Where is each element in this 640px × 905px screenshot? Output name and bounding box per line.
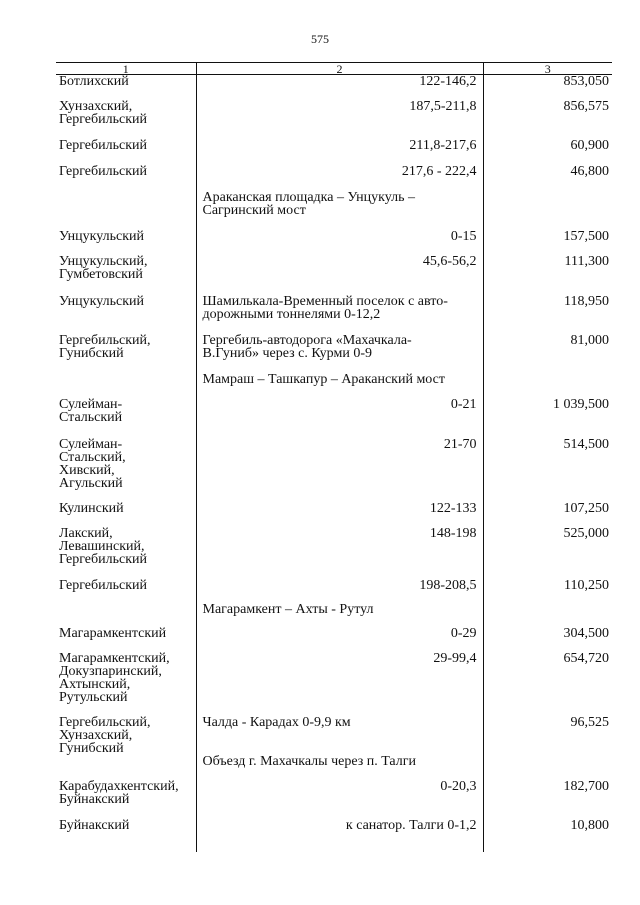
district-cell xyxy=(56,438,196,502)
district-cell-line: Хивский, xyxy=(59,462,115,478)
district-cell xyxy=(56,579,196,603)
road-cell xyxy=(196,652,483,716)
value-cell-line: 60,900 xyxy=(570,137,609,153)
table-row xyxy=(56,652,612,716)
table-row xyxy=(56,191,612,230)
value-cell-line: 853,050 xyxy=(563,74,609,89)
value-cell-line: 118,950 xyxy=(564,293,609,309)
road-cell xyxy=(196,579,483,603)
road-cell-line: к санатор. Талги 0-1,2 xyxy=(345,817,477,833)
value-cell xyxy=(483,627,612,652)
district-cell-line: Хунзахский, xyxy=(59,98,133,114)
district-cell-line: Стальский, xyxy=(59,449,126,465)
district-cell-line: Гергебильский xyxy=(59,551,147,567)
table-row xyxy=(56,527,612,579)
value-cell xyxy=(483,652,612,716)
district-cell-line: Гергебильский xyxy=(59,111,147,127)
district-cell-line: Магарамкентский, xyxy=(59,650,170,666)
road-cell-line: 0-29 xyxy=(450,625,477,641)
road-cell-line: Магарамкент – Ахты - Рутул xyxy=(202,601,374,617)
road-cell-line: 0-20,3 xyxy=(440,778,477,794)
road-cell xyxy=(196,438,483,502)
road-cell xyxy=(196,398,483,438)
road-cell xyxy=(196,716,483,755)
value-cell-line: 81,000 xyxy=(570,332,609,348)
table-row xyxy=(56,438,612,502)
district-cell xyxy=(56,334,196,373)
table-row xyxy=(56,755,612,780)
road-cell-line: 0-15 xyxy=(450,228,477,244)
table-row xyxy=(56,603,612,627)
table-row xyxy=(56,255,612,295)
district-cell-line: Лакский, xyxy=(59,525,113,541)
value-cell xyxy=(483,603,612,627)
value-cell-line: 525,000 xyxy=(563,525,609,541)
road-cell xyxy=(196,165,483,191)
district-cell xyxy=(56,295,196,334)
column-header-1: 1 xyxy=(56,63,196,75)
road-cell-line: 122-133 xyxy=(429,500,477,516)
road-cell xyxy=(196,755,483,780)
district-cell-line: Сулейман- xyxy=(59,396,123,412)
road-cell xyxy=(196,75,483,100)
value-cell xyxy=(483,75,612,100)
value-cell xyxy=(483,527,612,579)
value-cell xyxy=(483,139,612,165)
value-cell xyxy=(483,716,612,755)
value-cell xyxy=(483,165,612,191)
road-cell xyxy=(196,255,483,295)
value-cell-line: 304,500 xyxy=(563,625,609,641)
district-cell xyxy=(56,755,196,780)
table-row xyxy=(56,230,612,255)
road-table xyxy=(56,62,612,852)
table-row xyxy=(56,502,612,527)
value-cell-line: 1 039,500 xyxy=(553,396,609,412)
table-row xyxy=(56,579,612,603)
table-row xyxy=(56,627,612,652)
district-cell xyxy=(56,165,196,191)
table-row xyxy=(56,373,612,398)
value-cell xyxy=(483,295,612,334)
district-cell-line: Гумбетовский xyxy=(59,266,143,282)
road-cell-line: Гергебиль-автодорога «Махачкала- xyxy=(202,332,412,348)
table-row xyxy=(56,780,612,819)
value-cell-line: 856,575 xyxy=(563,98,609,114)
district-cell-line: Гергебильский, xyxy=(59,714,151,730)
district-cell xyxy=(56,527,196,579)
header-row xyxy=(56,63,612,75)
district-cell xyxy=(56,627,196,652)
district-cell-line: Ботлихский xyxy=(59,74,129,89)
value-cell xyxy=(483,579,612,603)
road-cell xyxy=(196,780,483,819)
value-cell xyxy=(483,398,612,438)
column-header-2: 2 xyxy=(196,63,483,75)
value-cell-line: 157,500 xyxy=(563,228,609,244)
road-cell-line: 187,5-211,8 xyxy=(409,98,477,114)
road-cell xyxy=(196,230,483,255)
district-cell xyxy=(56,716,196,755)
district-cell-line: Докузпаринский, xyxy=(59,663,162,679)
district-cell-line: Магарамкентский xyxy=(59,625,167,641)
road-cell-line: Шамилькала-Временный поселок с авто- xyxy=(202,293,448,309)
district-cell-line: Сулейман- xyxy=(59,436,123,452)
page-number: 575 xyxy=(311,32,329,46)
district-cell-line: Хунзахский, xyxy=(59,727,133,743)
table-row xyxy=(56,75,612,100)
district-cell-line: Рутульский xyxy=(59,689,128,705)
district-cell xyxy=(56,603,196,627)
district-cell xyxy=(56,502,196,527)
road-cell-line: Объезд г. Махачкалы через п. Талги xyxy=(202,753,416,769)
road-cell xyxy=(196,603,483,627)
district-cell-line: Буйнакский xyxy=(59,817,130,833)
district-cell-line: Гунибский xyxy=(59,740,124,756)
road-cell-line: Мамраш – Ташкапур – Араканский мост xyxy=(202,371,445,387)
road-cell xyxy=(196,295,483,334)
district-cell-line: Кулинский xyxy=(59,500,124,516)
district-cell xyxy=(56,780,196,819)
value-cell xyxy=(483,100,612,139)
district-cell-line: Левашинский, xyxy=(59,538,145,554)
value-cell-line: 654,720 xyxy=(563,650,609,666)
value-cell xyxy=(483,373,612,398)
district-cell xyxy=(56,230,196,255)
district-cell xyxy=(56,255,196,295)
district-cell xyxy=(56,191,196,230)
table-row xyxy=(56,139,612,165)
value-cell xyxy=(483,230,612,255)
road-cell xyxy=(196,819,483,852)
road-cell xyxy=(196,627,483,652)
road-cell-line: 0-21 xyxy=(450,396,477,412)
road-cell-line: 198-208,5 xyxy=(419,577,477,593)
district-cell-line: Буйнакский xyxy=(59,791,130,807)
road-cell xyxy=(196,139,483,165)
road-cell-line: 211,8-217,6 xyxy=(409,137,477,153)
value-cell-line: 111,300 xyxy=(564,253,609,269)
value-cell xyxy=(483,255,612,295)
value-cell-line: 10,800 xyxy=(570,817,609,833)
road-cell-line: 148-198 xyxy=(429,525,477,541)
table-row xyxy=(56,334,612,373)
value-cell-line: 96,525 xyxy=(570,714,609,730)
table-row xyxy=(56,100,612,139)
district-cell-line: Гергебильский xyxy=(59,137,147,153)
district-cell xyxy=(56,373,196,398)
district-cell-line: Карабудахкентский, xyxy=(59,778,179,794)
value-cell xyxy=(483,780,612,819)
value-cell xyxy=(483,191,612,230)
district-cell-line: Гунибский xyxy=(59,345,124,361)
road-cell-line: Сагринский мост xyxy=(202,202,306,218)
district-cell xyxy=(56,398,196,438)
district-cell-line: Гергебильский xyxy=(59,163,147,179)
road-cell-line: 45,6-56,2 xyxy=(422,253,477,269)
road-cell xyxy=(196,527,483,579)
value-cell xyxy=(483,334,612,373)
road-cell-line: Араканская площадка – Унцукуль – xyxy=(202,189,416,205)
road-cell xyxy=(196,334,483,373)
column-header-3: 3 xyxy=(483,63,612,75)
district-cell xyxy=(56,652,196,716)
road-cell-line: 21-70 xyxy=(443,436,477,452)
district-cell xyxy=(56,75,196,100)
district-cell-line: Унцукульский xyxy=(59,228,145,244)
district-cell xyxy=(56,100,196,139)
value-cell xyxy=(483,502,612,527)
road-cell xyxy=(196,373,483,398)
value-cell xyxy=(483,819,612,852)
value-cell xyxy=(483,438,612,502)
district-cell-line: Стальский xyxy=(59,409,123,425)
table-row xyxy=(56,819,612,852)
district-cell-line: Гергебильский xyxy=(59,577,147,593)
road-cell xyxy=(196,502,483,527)
data-table xyxy=(56,62,612,852)
table-row xyxy=(56,295,612,334)
road-cell-line: Чалда - Карадах 0-9,9 км xyxy=(202,714,351,730)
district-cell-line: Ахтынский, xyxy=(59,676,131,692)
road-cell xyxy=(196,191,483,230)
road-cell-line: 29-99,4 xyxy=(433,650,477,666)
road-cell-line: 217,6 - 222,4 xyxy=(401,163,477,179)
value-cell-line: 182,700 xyxy=(563,778,609,794)
value-cell xyxy=(483,755,612,780)
value-cell-line: 46,800 xyxy=(570,163,609,179)
district-cell-line: Унцукульский xyxy=(59,293,145,309)
district-cell-line: Агульский xyxy=(59,475,123,491)
value-cell-line: 110,250 xyxy=(564,577,609,593)
road-cell-line: В.Гуниб» через с. Курми 0-9 xyxy=(202,345,372,361)
value-cell-line: 107,250 xyxy=(563,500,609,516)
district-cell-line: Гергебильский, xyxy=(59,332,151,348)
value-cell-line: 514,500 xyxy=(563,436,609,452)
road-cell-line: дорожными тоннелями 0-12,2 xyxy=(202,306,381,322)
road-cell xyxy=(196,100,483,139)
table-row xyxy=(56,165,612,191)
road-cell-line: 122-146,2 xyxy=(419,74,477,89)
table-row xyxy=(56,398,612,438)
district-cell-line: Унцукульский, xyxy=(59,253,148,269)
district-cell xyxy=(56,819,196,852)
table-row xyxy=(56,716,612,755)
district-cell xyxy=(56,139,196,165)
